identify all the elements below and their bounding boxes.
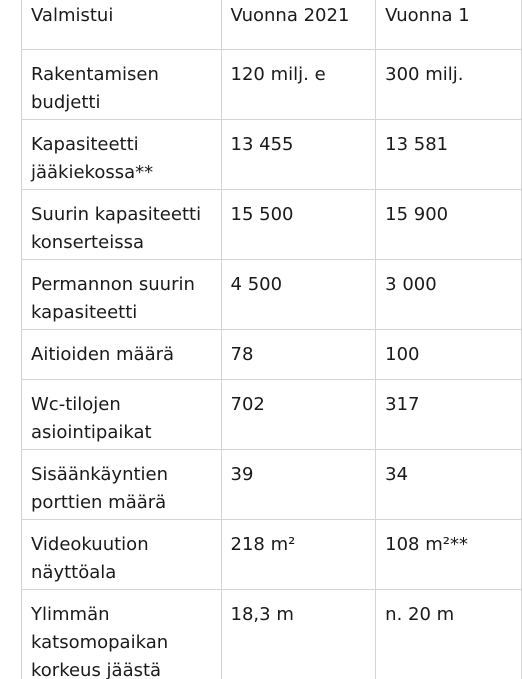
row-value-other: 34 (376, 450, 522, 520)
row-value-2021: 18,3 m (221, 590, 376, 679)
row-value-other: 15 900 (376, 190, 522, 260)
row-value-2021: 13 455 (221, 120, 376, 190)
row-value-other: 108 m²** (376, 520, 522, 590)
arena-comparison-table (21, 0, 522, 679)
table-row (22, 190, 522, 260)
row-value-other: 3 000 (376, 260, 522, 330)
table-header-row (22, 0, 522, 50)
row-value-2021: 218 m² (221, 520, 376, 590)
row-value-other: 100 (376, 330, 522, 380)
row-label: Kapasiteetti jääkiekossa** (22, 120, 222, 190)
table-row (22, 590, 522, 679)
row-value-2021: 702 (221, 380, 376, 450)
row-value-2021: 39 (221, 450, 376, 520)
header-cell-year-2021: Vuonna 2021 (221, 0, 376, 50)
row-value-2021: 78 (221, 330, 376, 380)
row-label: Videokuution näyttöala (22, 520, 222, 590)
table-row (22, 260, 522, 330)
row-label: Ylimmän katsomopaikan korkeus jäästä (22, 590, 222, 679)
row-value-2021: 15 500 (221, 190, 376, 260)
table-row (22, 520, 522, 590)
table-row (22, 450, 522, 520)
row-label: Rakentamisen budjetti (22, 50, 222, 120)
row-label: Wc-tilojen asiointipaikat (22, 380, 222, 450)
header-cell-year-other: Vuonna 1 (376, 0, 522, 50)
row-label: Suurin kapasiteetti konserteissa (22, 190, 222, 260)
row-label: Aitioiden määrä (22, 330, 222, 380)
header-cell-label: Valmistui (22, 0, 222, 50)
table-row (22, 330, 522, 380)
row-label: Permannon suurin kapasiteetti (22, 260, 222, 330)
table-row (22, 380, 522, 450)
row-label: Sisäänkäyntien porttien määrä (22, 450, 222, 520)
table-row (22, 50, 522, 120)
row-value-other: n. 20 m (376, 590, 522, 679)
row-value-other: 317 (376, 380, 522, 450)
row-value-2021: 120 milj. e (221, 50, 376, 120)
table-row (22, 120, 522, 190)
row-value-other: 300 milj. (376, 50, 522, 120)
row-value-other: 13 581 (376, 120, 522, 190)
row-value-2021: 4 500 (221, 260, 376, 330)
